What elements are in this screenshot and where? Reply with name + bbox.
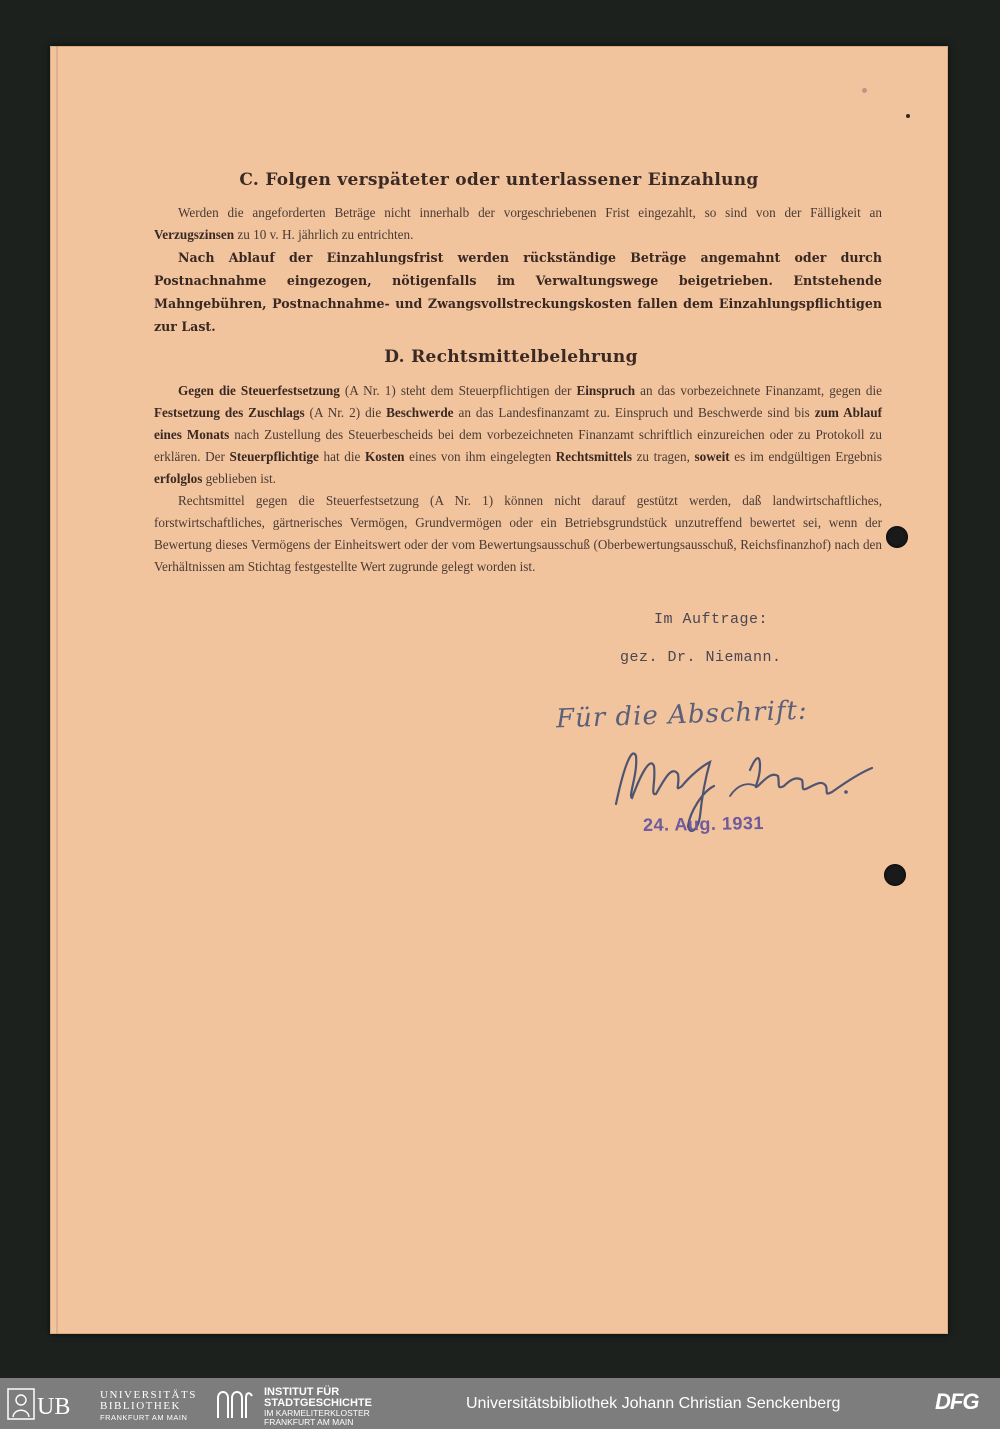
document-page: [50, 46, 948, 1334]
section-d-paragraph-2: Rechtsmittel gegen die Steuerfestsetzung (A Nr. 1) können nicht darauf gestützt werden, daß landwirtschaftliches, forstwirtschaftliches, gärtnerisches Vermögen, Grundvermögen oder ein Betriebsgrundstück unzutreffend bewertet sei, wenn der Bewertung dieses Vermögens der Einheitswert oder der vom Bewertungsausschuß (Oberbewertungsausschuß, Reichsfinanzhof) nach den Verhältnissen am Stichtag festgestellte Wert zugrunde gelegt worden ist.: [154, 493, 882, 574]
body-text: (A Nr. 2) die: [304, 405, 387, 420]
emphasis-term: Steuerpflichtige: [229, 449, 319, 464]
footer-bar: [0, 1378, 1000, 1429]
body-text: geblieben ist.: [202, 471, 276, 486]
emphasis-term: Gegen die Steuerfestsetzung: [178, 383, 340, 398]
body-text: nach Zustellung des Steuerbescheids bei dem vorbezeichneten Finanzamt schriftlich einzureichen oder zu Protokoll zu erklären. Der: [154, 427, 882, 464]
isg-wordmark[interactable]: [264, 1387, 372, 1427]
ub-line-2: BIBLIOTHEK: [100, 1400, 181, 1412]
section-d-body: [154, 380, 882, 578]
emphasis-term: Festsetzung des Zuschlags: [154, 405, 305, 420]
paper-speck: [906, 114, 910, 118]
typed-im-auftrage: Im Auftrage:: [654, 611, 769, 628]
body-text: zu tragen,: [631, 449, 695, 464]
isg-line-3: IM KARMELITERKLOSTER: [264, 1408, 370, 1418]
section-c-p1-bold: Verzugszinsen: [154, 227, 235, 242]
section-d-heading: D. Rechtsmittelbelehrung: [384, 347, 638, 367]
footer-library-name[interactable]: Universitätsbibliothek Johann Christian Senckenberg: [466, 1395, 841, 1412]
punch-hole-top: [886, 526, 908, 548]
body-text: (A Nr. 1) steht dem Steuerpflichtigen der: [339, 383, 577, 398]
section-c-p1-text-a: Werden die angeforderten Beträge nicht innerhalb der vorgeschriebenen Frist eingezahlt, so sind von der Fälligkeit an: [178, 205, 882, 220]
emphasis-term: Einspruch: [576, 383, 636, 398]
section-c-body: [154, 202, 882, 338]
section-c-p1-text-c: zu 10 v. H. jährlich zu entrichten.: [237, 227, 414, 242]
typed-signature-line: gez. Dr. Niemann.: [620, 649, 782, 666]
section-c-paragraph-1: [154, 202, 882, 246]
ub-line-1: UNIVERSITÄTS: [100, 1389, 197, 1401]
ub-line-3: FRANKFURT AM MAIN: [100, 1413, 188, 1422]
body-text: an das Landesfinanzamt zu. Einspruch und Beschwerde sind bis: [453, 405, 815, 420]
body-text: an das vorbezeichnete Finanzamt, gegen die: [635, 383, 882, 398]
ub-logo-icon[interactable]: [6, 1386, 90, 1422]
emphasis-term: Rechtsmittels: [555, 449, 632, 464]
emphasis-term: zum Ablauf eines Monats: [154, 405, 882, 442]
isg-line-1: INSTITUT FÜR: [264, 1386, 340, 1398]
emphasis-term: Kosten: [364, 449, 405, 464]
body-text: hat die: [318, 449, 365, 464]
section-c-paragraph-2: Nach Ablauf der Einzahlungsfrist werden rückständige Beträge angemahnt oder durch Postnachnahme eingezogen, nötigenfalls im Verwaltungswege beigetrieben. Entstehende Mahngebühren, Postnachnahme- und Zwangsvollstreckungskosten fallen dem Einzahlungspflichtigen zur Last.: [154, 250, 882, 334]
emphasis-term: Beschwerde: [386, 405, 454, 420]
isg-line-4: FRANKFURT AM MAIN: [264, 1417, 354, 1427]
ub-mark: UB: [37, 1394, 71, 1420]
paper-speck: [862, 88, 867, 93]
isg-logo-icon[interactable]: [214, 1388, 254, 1420]
body-text: eines von ihm eingelegten: [404, 449, 556, 464]
section-d-paragraph-1: [154, 380, 882, 490]
isg-line-2: STADTGESCHICHTE: [264, 1397, 372, 1409]
date-stamp: 24. Aug. 1931: [642, 812, 765, 836]
dfg-logo[interactable]: DFG: [935, 1389, 979, 1414]
punch-hole-bottom: [884, 864, 906, 886]
ub-wordmark[interactable]: [100, 1390, 197, 1423]
body-text: es im endgültigen Ergebnis: [729, 449, 882, 464]
emphasis-term: erfolglos: [154, 471, 203, 486]
handwritten-note: Für die Abschrift:: [555, 695, 809, 735]
section-c-heading: C. Folgen verspäteter oder unterlassener Einzahlung: [239, 170, 759, 190]
emphasis-term: soweit: [694, 449, 730, 464]
